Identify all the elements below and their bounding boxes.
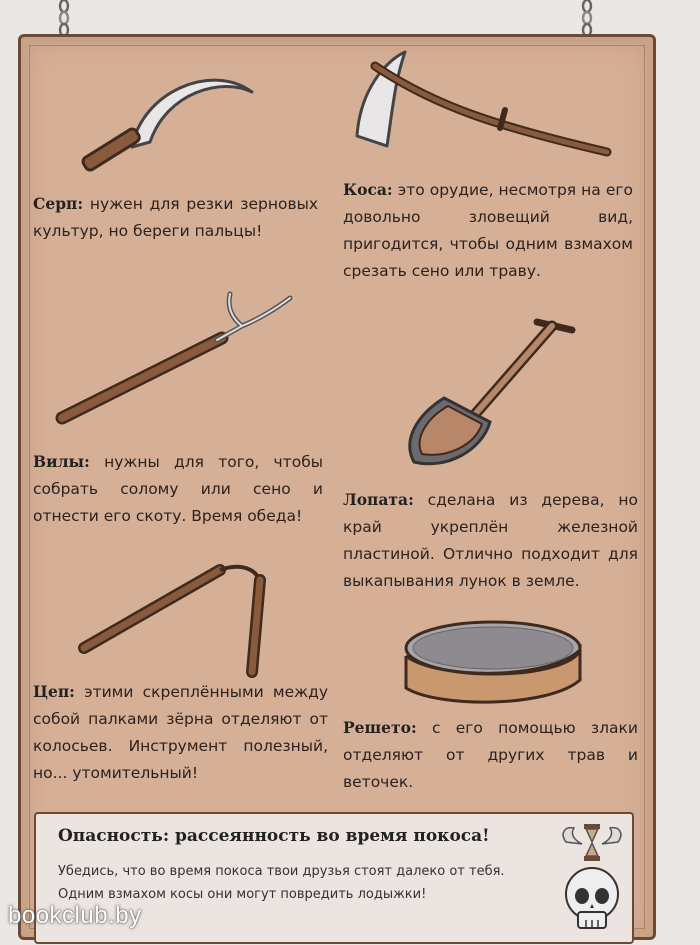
tool-term: Серп: [33,194,84,213]
warning-text: Убедись, что во время покоса твои друзья стоят далеко от тебя. Одним взмахом косы они могут повредить лодыжки! [58,864,505,902]
warning-title: Опасность: рассеянность во время покоса! [58,826,490,846]
tool-term: Коса: [343,180,393,199]
flail-icon [72,560,282,680]
tool-text: нужны для того, чтобы собрать солому или сено и отнести его скоту. Время обеда! [33,453,323,525]
sickle-icon [72,52,272,192]
tool-text: это орудие, несмотря на его довольно зловещий вид, пригодится, чтобы одним взмахом срезать сено или траву. [343,181,633,280]
tool-text: этими скреплёнными между собой палками зёрна отделяют от колосьев. Инструмент полезный, но... утомительный! [33,683,328,782]
tool-term: Вилы: [33,452,90,471]
tool-term: Лопата: [343,490,414,509]
tool-desc-pitchfork [33,448,323,530]
tool-desc-scythe [343,176,633,285]
pitchfork-icon [52,288,302,433]
tool-text: сделана из дерева, но край укреплён железной пластиной. Отлично подходит для выкапывания лунок в земле. [343,491,638,590]
skull-hourglass-icon [556,820,628,938]
tool-text: нужен для резки зерновых культур, но береги пальцы! [33,195,318,240]
sieve-icon [398,608,588,708]
tool-term: Решето: [343,718,417,737]
watermark: bookclub.by [8,902,142,929]
scythe-icon [345,46,625,166]
shovel-icon [392,300,582,480]
tool-text: с его помощью злаки отделяют от других трав и веточек. [343,719,638,791]
tool-desc-sickle [33,190,318,245]
tool-desc-sieve [343,714,638,796]
tool-desc-shovel [343,486,638,595]
tool-term: Цеп: [33,682,75,701]
tool-desc-flail [33,678,328,787]
